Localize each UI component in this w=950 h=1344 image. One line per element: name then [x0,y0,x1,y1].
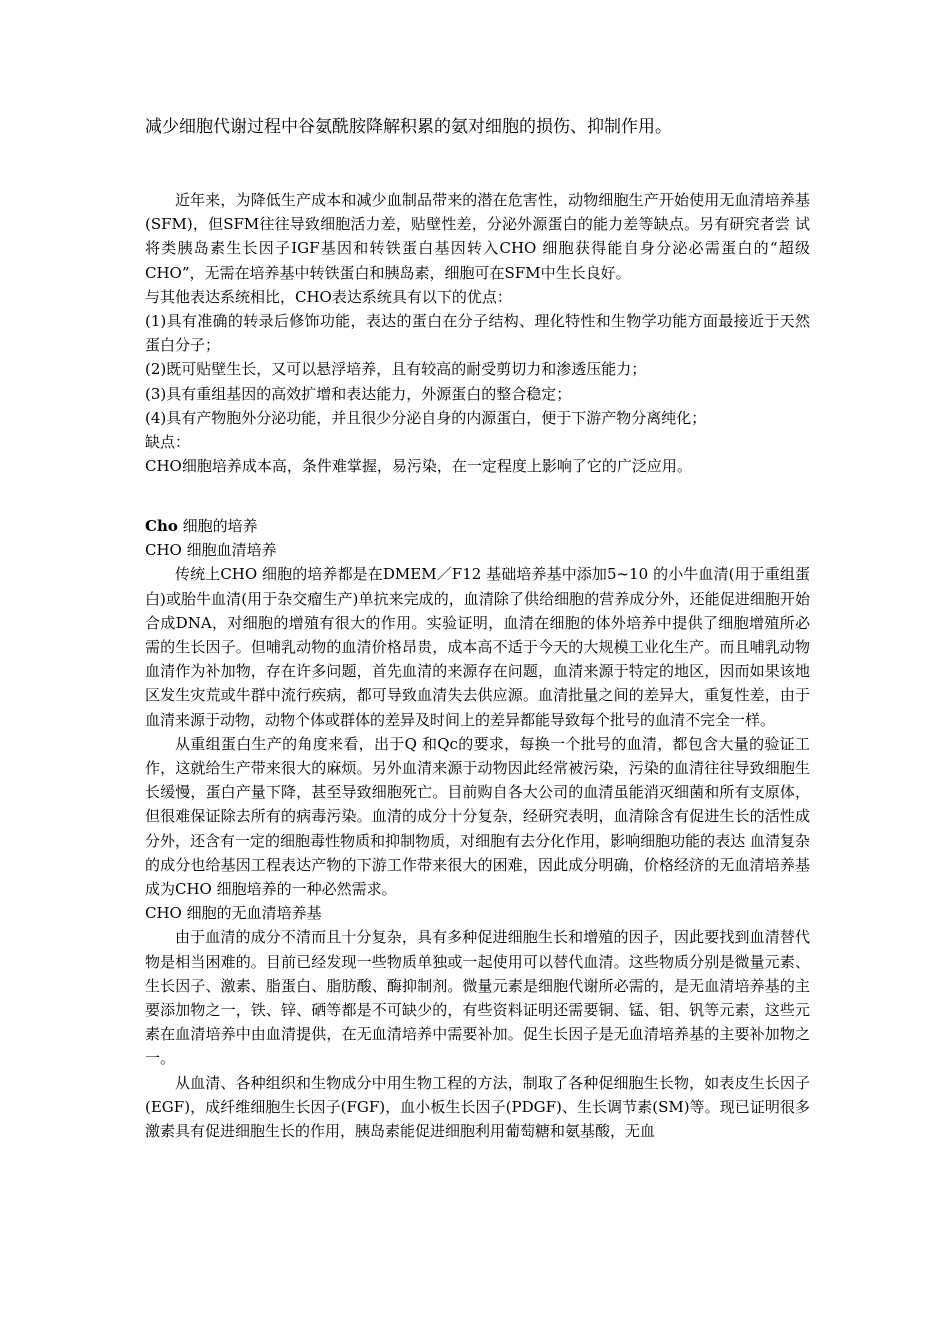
heading-rest: 细胞的培养 [177,517,258,535]
intro-line: 减少细胞代谢过程中谷氨酰胺降解积累的氨对细胞的损伤、抑制作用。 [145,117,672,137]
advantage-item-4: (4)具有产物胞外分泌功能，并且很少分泌自身的内源蛋白，便于下游产物分离纯化； [145,408,707,427]
advantage-item-1: (1)具有准确的转录后修饰功能，表达的蛋白在分子结构、理化特性和生物学功能方面最接近于天然蛋白分子； [145,312,810,355]
paragraph-serum-1: 传统上CHO 细胞的培养都是在DMEM／F12 基础培养基中添加5~10 的小牛血清(用于重组蛋白)或胎牛血清(用于杂交瘤生产)单抗来完成的，血清除了供给细胞的营养成分外，还能促进细胞开始合成DNA，对细胞的增殖有很大的作用。实验证明，血清在细胞的体外培养中提供了细胞增殖所必需的生长因子。但哺乳动物的血清价格昂贵，成本高不适于今天的大规模工业化生产。而且哺乳动物血清作为补加物，存在许多问题，首先血清的来源存在问题，血清来源于特定的地区，因而如果该地区发生灾荒或牛群中流行疾病，都可导致血清失去供应源。血清批量之间的差异大，重复性差，由于血清来源于动物，动物个体或群体的差异及时间上的差异都能导致每个批号的血清不完全一样。 [145,565,810,729]
section-heading [145,514,810,538]
section-culture [145,514,810,1143]
paragraph-serum-free-2: 从血清、各种组织和生物成分中用生物工程的方法，制取了各种促细胞生长物，如表皮生长因子(EGF)，成纤维细胞生长因子(FGF)，血小板生长因子(PDGF)、生长调节素(SM)等。现已证明很多激素具有促进细胞生长的作用，胰岛素能促进细胞利用葡萄糖和氨基酸，无血 [145,1073,810,1141]
paragraph-serum-free-1: 由于血清的成分不清而且十分复杂，具有多种促进细胞生长和增殖的因子，因此要找到血清替代物是相当困难的。目前已经发现一些物质单独或一起使用可以替代血清。这些物质分别是微量元素、生长因子、激素、脂蛋白、脂肪酸、酶抑制剂。微量元素是细胞代谢所必需的，是无血清培养基的主要添加物之一，铁、锌、硒等都是不可缺少的，有些资料证明还需要铜、锰、钼、钒等元素，这些元素在血清培养中由血清提供，在无血清培养中需要补加。促生长因子是无血清培养基的主要补加物之一。 [145,928,810,1068]
paragraph-sfm: 近年来，为降低生产成本和减少血制品带来的潜在危害性，动物细胞生产开始使用无血清培养基(SFM)，但SFM往往导致细胞活力差，贴壁性差，分泌外源蛋白的能力差等缺点。另有研究者尝 试将类胰岛素生长因子IGF基因和转铁蛋白基因转入CHO 细胞获得能自身分泌必需蛋白的“超级CHO”，无需在培养基中转铁蛋白和胰岛素，细胞可在SFM中生长良好。 [145,191,810,282]
subheading-serum-culture: CHO 细胞血清培养 [145,541,277,560]
cons-text: CHO细胞培养成本高，条件难掌握，易污染，在一定程度上影响了它的广泛应用。 [145,457,692,476]
subheading-serum-free: CHO 细胞的无血清培养基 [145,904,322,923]
heading-bold: Cho [145,517,178,535]
advantage-item-3: (3)具有重组基因的高效扩增和表达能力，外源蛋白的整合稳定； [145,384,572,403]
section-advantages [145,188,810,478]
paragraph-compare: 与其他表达系统相比，CHO表达系统具有以下的优点： [145,287,512,306]
cons-label: 缺点： [145,433,191,452]
paragraph-serum-2: 从重组蛋白生产的角度来看，出于Q 和Qc的要求，每换一个批号的血清，都包含大量的验证工作，这就给生产带来很大的麻烦。另外血清来源于动物因此经常被污染，污染的血清往往导致细胞生长缓慢，蛋白产量下降，甚至导致细胞死亡。目前购自各大公司的血清虽能消灭细菌和所有支原体，但很难保证除去所有的病毒污染。血清的成分十分复杂，经研究表明，血清除含有促进生长的活性成分外，还含有一定的细胞毒性物质和抑制物质，对细胞有去分化作用，影响细胞功能的表达 血清复杂的成分也给基因工程表达产物的下游工作带来很大的困难，因此成分明确，价格经济的无血清培养基成为CHO 细胞培养的一种必然需求。 [145,734,810,899]
advantage-item-2: (2)既可贴壁生长，又可以悬浮培养，且有较高的耐受剪切力和渗透压能力； [145,360,647,379]
